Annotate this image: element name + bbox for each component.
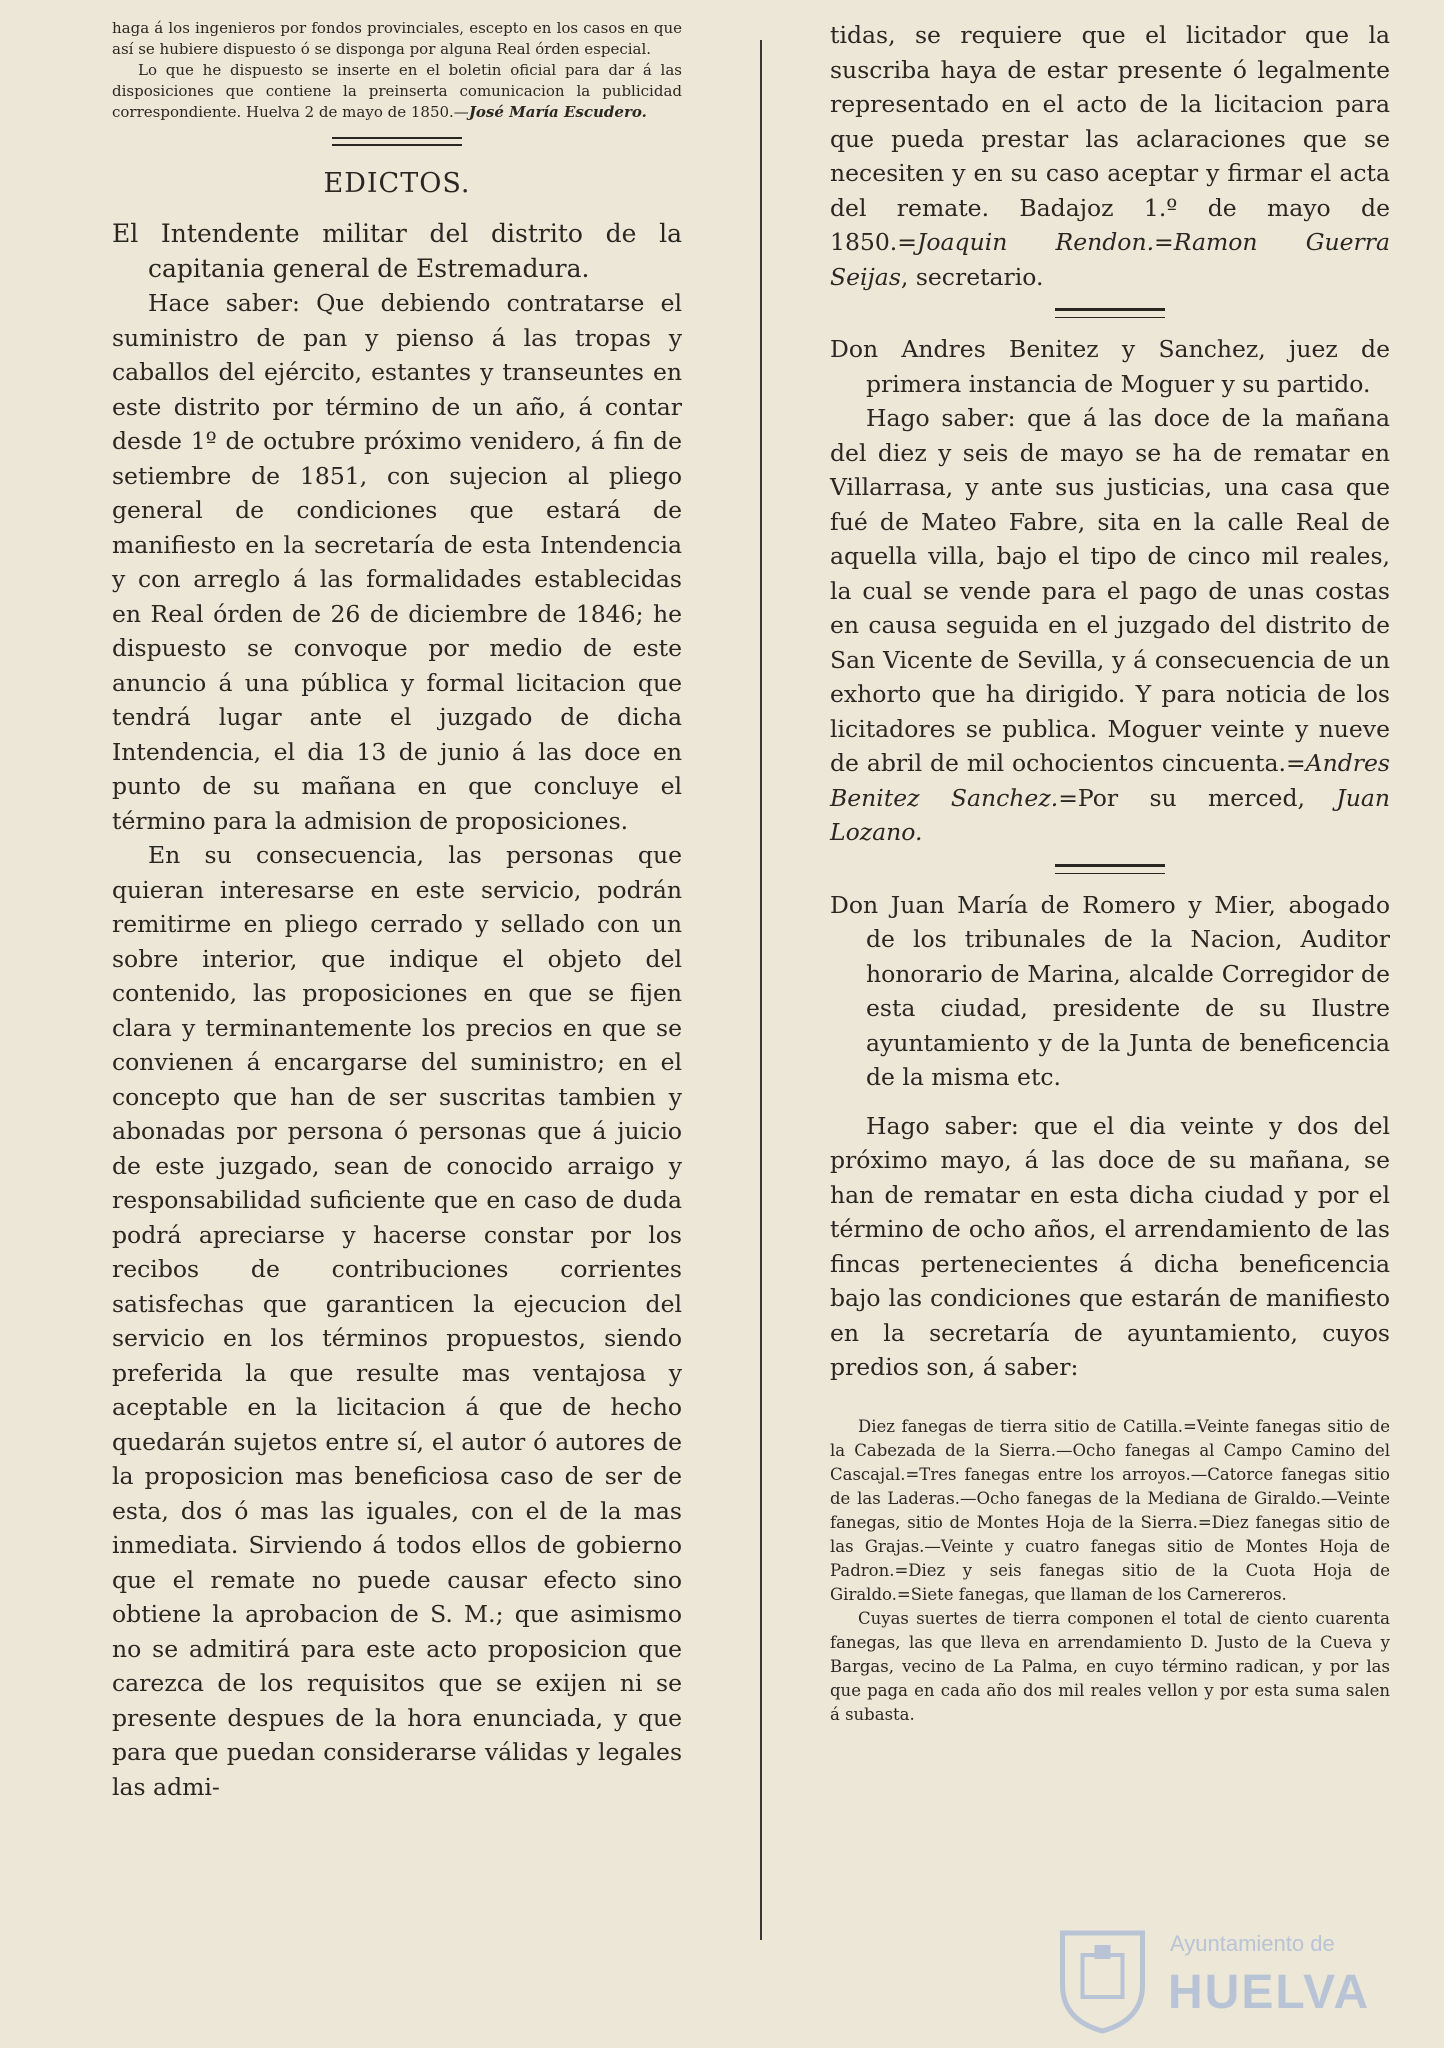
archive-watermark: [1050, 1925, 1390, 2035]
parcel-list: [830, 1415, 1390, 1727]
column-divider: [760, 40, 762, 1940]
separator-rule: [1055, 864, 1165, 874]
edict-heading: Don Andres Benitez y Sanchez, juez de primera instancia de Moguer y su partido.: [830, 335, 1390, 398]
continuation-signature: =Joaquin Rendon.=Ramon Guerra Seijas: [830, 228, 1390, 291]
watermark-line-1: Ayuntamiento de: [1170, 1931, 1335, 1956]
right-column: [830, 18, 1390, 1727]
edict-paragraph: En su consecuencia, las personas que quieran interesarse en este servicio, podrán remitirme en pliego cerrado y sellado con un sobre interior, que indique el objeto del contenido, las proposiciones en que se fijen clara y terminantemente los precios en que se convienen á encargarse del suministro; en el concepto que han de ser suscritas tambien y abonadas por persona ó personas que á juicio de este juzgado, sean de conocido arraigo y responsabilidad suficiente que en caso de duda podrá apreciarse y hacerse constar por los recibos de contribuciones corrientes satisfechas que garanticen la ejecucion del servicio en los términos propuestos, siendo preferida la que resulte mas ventajosa y aceptable en la licitacion á que de hecho quedarán sujetos entre sí, el autor ó autores de la proposicion mas beneficiosa caso de ser de esta, dos ó mas las iguales, con el de la mas inmediata. Sirviendo á todos ellos de gobierno que el remate no puede causar efecto sino obtiene la aprobacion de S. M.; que asimismo no se admitirá para este acto proposicion que carezca de los requisitos que se exijen ni se presente despues de la hora enunciada, y que para que puedan considerarse válidas y legales las admi-: [112, 841, 682, 1801]
edict-heading: Don Juan María de Romero y Mier, abogado de los tribunales de la Nacion, Auditor honorario de Marina, alcalde Corregidor de esta ciudad, presidente de su Ilustre ayuntamiento y de la Junta de beneficencia de la misma etc.: [830, 890, 1390, 1091]
intro-notice: [112, 18, 682, 123]
separator-rule: [1055, 308, 1165, 318]
section-title: EDICTOS.: [323, 168, 471, 199]
coat-of-arms-icon: [1050, 1925, 1155, 2035]
edict-text: Hago saber: que á las doce de la mañana del diez y seis de mayo se ha de rematar en Villarrasa, y ante sus justicias, una casa que fué de Mateo Fabre, sita en la calle Real de aquella villa, bajo el tipo de cinco mil reales, la cual se vende para el pago de unas costas en causa seguida en el juzgado del distrito de San Vicente de Sevilla, y á consecuencia de un exhorto que ha dirigido. Y para noticia de los licitadores se publica. Moguer veinte y nueve de abril de mil ochocientos cincuenta.: [830, 404, 1390, 777]
edict-signature-mid: =Por su merced,: [1058, 783, 1337, 812]
separator-rule: [332, 137, 462, 146]
edict-paragraph: Hace saber: Que debiendo contratarse el suministro de pan y pienso á las tropas y caballos del ejército, estantes y transeuntes en este distrito por término de un año, á contar desde 1º de octubre próximo venidero, á fin de setiembre de 1851, con sujecion al pliego general de condiciones que estará de manifiesto en la secretaría de esta Intendencia y con arreglo á las formalidades establecidas en Real órden de 26 de diciembre de 1846; he dispuesto se convoque por medio de este anuncio á una pública y formal licitacion que tendrá lugar ante el juzgado de dicha Intendencia, el dia 13 de junio á las doce en punto de su mañana en que concluye el término para la admision de proposiciones.: [112, 289, 682, 835]
continuation-text: tidas, se requiere que el licitador que la suscriba haya de estar presente ó legalmente representado en el acto de la licitacion para que pueda prestar las aclaraciones que se necesiten y en su caso aceptar y firmar el acta del remate. Badajoz 1.º de mayo de 1850.: [830, 21, 1390, 256]
watermark-line-2: HUELVA: [1168, 1966, 1371, 2019]
edict-romero: [830, 888, 1390, 1385]
continuation-paragraph: [830, 18, 1390, 294]
intro-signature: José María Escudero.: [468, 103, 647, 121]
edict-intendente: [112, 217, 682, 1804]
edict-paragraph: Hago saber: que el dia veinte y dos del próximo mayo, á las doce de su mañana, se han de rematar en esta dicha ciudad y por el término de ocho años, el arrendamiento de las fincas pertenecientes á dicha beneficencia bajo las condiciones que estarán de manifiesto en la secretaría de ayuntamiento, cuyos predios son, á saber:: [830, 1111, 1390, 1381]
edict-signature: =Andres Benitez Sanchez.: [830, 749, 1390, 812]
parcel-list-summary: Cuyas suertes de tierra componen el total de ciento cuarenta fanegas, las que lleva en arrendamiento D. Justo de la Cueva y Bargas, vecino de La Palma, en cuyo término radican, y por las que paga en cada año dos mil reales vellon y por esta suma salen á subasta.: [830, 1608, 1390, 1724]
edict-moguer: [830, 332, 1390, 850]
intro-paragraph-2: [112, 60, 682, 123]
edict-signature-2: Juan Lozano.: [830, 783, 1390, 846]
edict-continuation: [830, 18, 1390, 294]
left-column: [112, 18, 682, 1804]
parcel-list-items: Diez fanegas de tierra sitio de Catilla.=Veinte fanegas sitio de la Cabezada de la Sierra.—Ocho fanegas al Campo Camino del Cascajal.=Tres fanegas entre los arroyos.—Catorce fanegas sitio de las Laderas.—Ocho fanegas de la Mediana de Giraldo.—Veinte fanegas, sitio de Montes Hoja de la Sierra.=Diez fanegas sitio de las Grajas.—Veinte y cuatro fanegas sitio de Montes Hoja de Padron.=Diez y seis fanegas sitio de la Cuota Hoja de Giraldo.=Siete fanegas, que llaman de los Carnereros.: [830, 1416, 1390, 1604]
edict-paragraph: [830, 401, 1390, 850]
intro-paragraph-2-text: Lo que he dispuesto se inserte en el boletin oficial para dar á las disposiciones que contiene la preinserta comunicacion la publicidad correspondiente. Huelva 2 de mayo de 1850.—: [112, 61, 682, 121]
continuation-role: , secretario.: [900, 262, 1044, 291]
intro-paragraph-1: haga á los ingenieros por fondos provinciales, escepto en los casos en que así se hubiere dispuesto ó se disponga por alguna Real órden especial.: [112, 19, 682, 58]
edict-heading: El Intendente militar del distrito de la capitania general de Estremadura.: [112, 219, 682, 283]
